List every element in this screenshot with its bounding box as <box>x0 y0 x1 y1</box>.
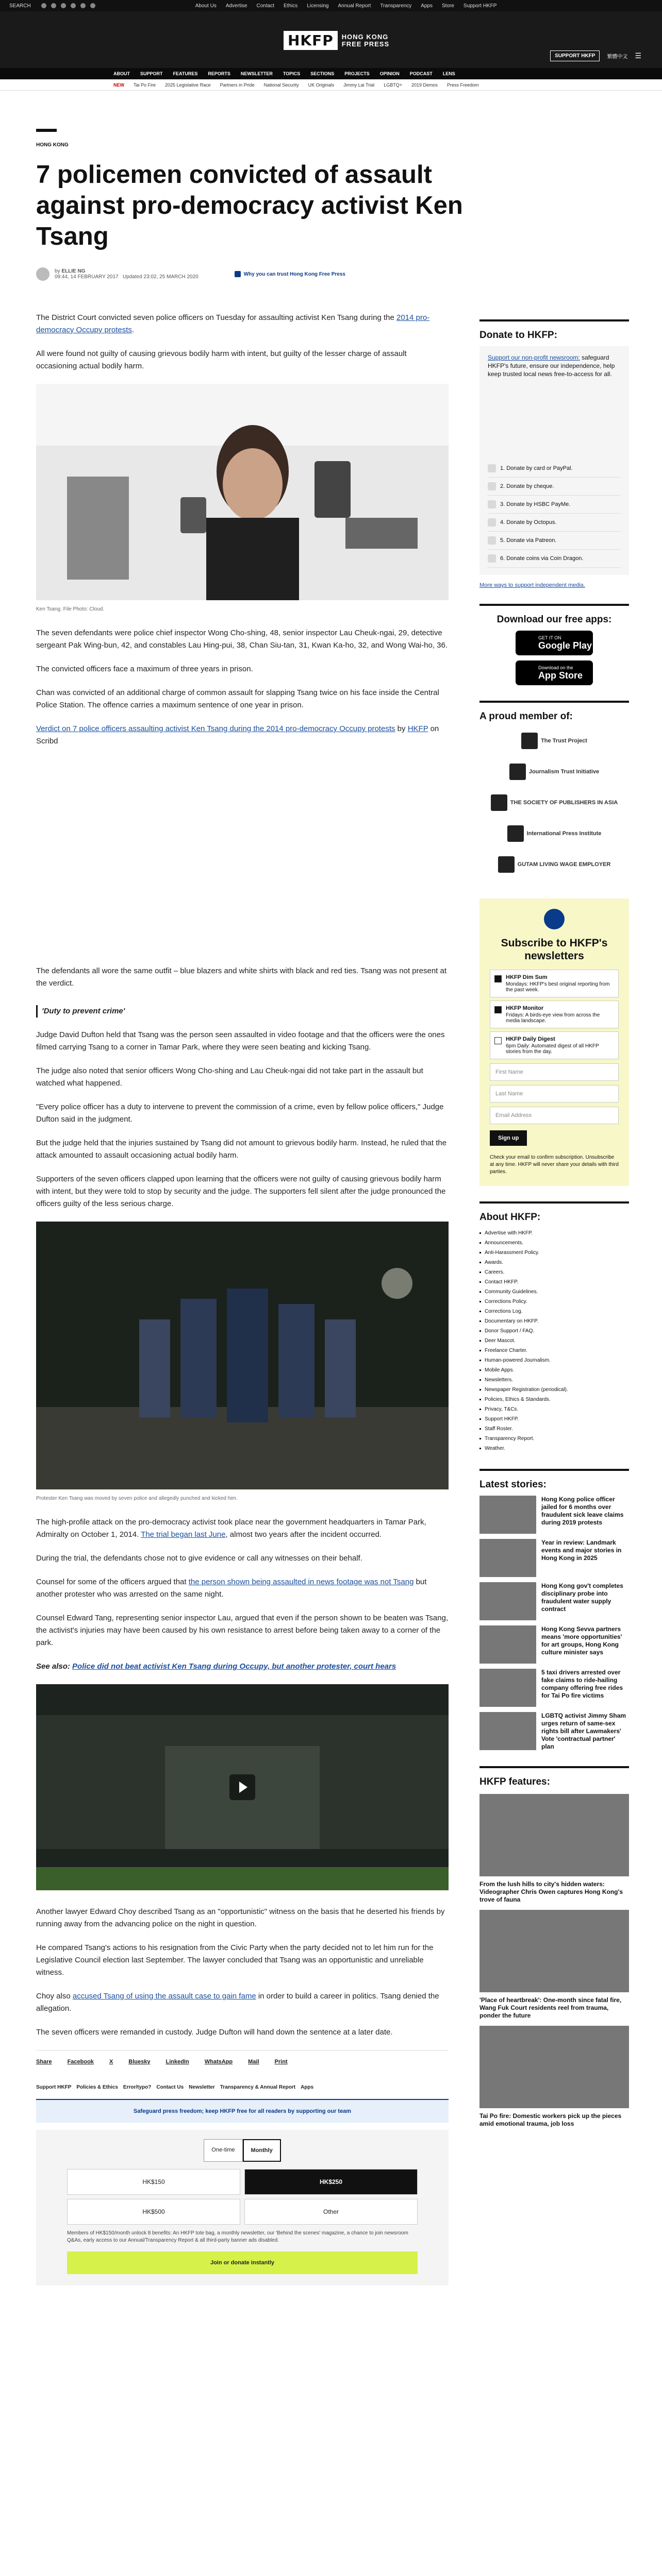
method-label: 3. Donate by HSBC PayMe. <box>500 501 571 507</box>
see-also-link[interactable]: Police did not beat activist Ken Tsang during Occupy, but another protester, court hears <box>72 1662 396 1671</box>
story-title: LGBTQ activist Jimmy Sham urges return of same-sex rights bill after Lawmakers' Vote 'contractual partner' plan <box>541 1712 626 1750</box>
first-name-input[interactable]: First Name <box>490 1063 619 1081</box>
about-link[interactable]: Corrections Policy. <box>479 1297 629 1307</box>
feature-story[interactable] <box>479 1910 629 2020</box>
share-link[interactable]: Facebook <box>67 2059 94 2065</box>
utility-link[interactable]: Contact <box>256 3 274 9</box>
text: Download on the <box>538 665 573 670</box>
latest-story[interactable] <box>479 1539 629 1577</box>
feature-story[interactable] <box>479 2026 629 2128</box>
share-link[interactable]: Bluesky <box>128 2059 151 2065</box>
social-icons <box>41 3 95 8</box>
amount-option[interactable]: Other <box>244 2199 418 2225</box>
paragraph <box>36 1516 449 1541</box>
trust-label: Why you can trust Hong Kong Free Press <box>243 271 345 277</box>
menu-icon[interactable]: ☰ <box>635 52 641 60</box>
newsletter-text <box>506 974 614 993</box>
hot-topic[interactable]: 2019 Demos <box>411 82 438 88</box>
article-title: 7 policemen convicted of assault against pro-democracy activist Ken Tsang <box>36 161 463 250</box>
about-link[interactable]: Contact HKFP. <box>479 1277 629 1287</box>
latest-story[interactable] <box>479 1625 629 1664</box>
hot-topic[interactable]: Press Freedom <box>446 82 479 88</box>
footer-link[interactable]: Newsletter <box>189 2084 215 2090</box>
newsletter-note: Check your email to confirm subscription. Unsubscribe at any time. HKFP will never share your details with third parties. <box>490 1155 619 1175</box>
latest-stories <box>479 1496 629 1751</box>
new-badge: NEW <box>113 82 124 88</box>
about-link[interactable]: Documentary on HKFP. <box>479 1316 629 1326</box>
donation-banner: Safeguard press freedom; keep HKFP free for all readers by supporting our team <box>36 2099 449 2123</box>
newsletter-option[interactable] <box>490 1031 619 1059</box>
donate-heading: Donate to HKFP: <box>479 319 629 341</box>
paragraph: Counsel Edward Tang, representing senior inspector Lau, argued that even if the person shown to be beaten was Tsang, the activist's injuries may have been caused by his own resistance to arrest before being taken away to a corner of the park. <box>36 1614 449 1647</box>
google-play-button[interactable] <box>516 631 593 655</box>
one-time-option[interactable]: One-time <box>204 2139 242 2162</box>
photo-caption: Protester Ken Tsang was moved by seven police and allegedly punched and kicked him. <box>36 1496 238 1501</box>
paragraph: Chan was convicted of an additional charge of common assault for slapping Tsang twice on his face inside the Central Police Station. The offence carries a maximum sentence of one year in prison. <box>36 688 439 709</box>
newsletter-name: HKFP Dim Sum <box>506 974 548 980</box>
nav-item[interactable]: LENS <box>442 71 455 76</box>
newsletter-option[interactable] <box>490 1001 619 1028</box>
paragraph: "Every police officer has a duty to intervene to prevent the commission of a crime, even by fellow police officers," Judge Dufton said in the judgment. <box>36 1103 444 1124</box>
text: but another protester who was arrested on the same night. <box>36 1578 427 1599</box>
latest-story[interactable] <box>479 1669 629 1707</box>
checkbox[interactable] <box>494 1006 502 1013</box>
frequency-toggle <box>36 2139 449 2162</box>
utility-link[interactable]: Licensing <box>307 3 329 9</box>
footer-link[interactable]: Error/typo? <box>123 2084 152 2090</box>
member-name: THE SOCIETY OF PUBLISHERS IN ASIA <box>510 800 618 806</box>
method-label: 5. Donate via Patreon. <box>500 537 557 544</box>
share-link[interactable]: LinkedIn <box>166 2059 189 2065</box>
logo-line1: HONG KONG <box>341 32 389 41</box>
paragraph: The defendants all wore the same outfit – blue blazers and white shirts with black and red ties. Tsang was not present at the verdict. <box>36 967 447 988</box>
about-link[interactable]: Donor Support / FAQ. <box>479 1326 629 1336</box>
hot-topic[interactable]: Jimmy Lai Trial <box>343 82 375 88</box>
feature-title: From the lush hills to city's hidden waters: Videographer Chris Owen captures Hong Kong's trove of fauna <box>479 1880 623 1903</box>
text: by <box>395 724 408 733</box>
utility-link[interactable]: Advertise <box>225 3 247 9</box>
newsletter-desc: Mondays: HKFP's best original reporting from the past week. <box>506 981 610 993</box>
feature-stories <box>479 1794 629 2128</box>
member-logo[interactable] <box>498 856 611 873</box>
about-link[interactable]: Advertise with HKFP. <box>479 1228 629 1238</box>
nav-item[interactable]: SECTIONS <box>310 71 335 76</box>
text: The District Court convicted seven police officers on Tuesday for assaulting activist Ken Tsang during the <box>36 313 396 322</box>
occupy-link[interactable]: 2014 pro-democracy Occupy protests <box>36 313 430 334</box>
about-link[interactable]: Newspaper Registration (periodical). <box>479 1385 629 1395</box>
utility-link[interactable]: Transparency <box>380 3 412 9</box>
see-also <box>36 1660 449 1673</box>
paragraph: The convicted officers face a maximum of three years in prison. <box>36 665 253 673</box>
story-thumbnail <box>479 1712 536 1750</box>
paragraph: But the judge held that the injuries sustained by Tsang did not amount to grievous bodily harm. Instead, he ruled that the attack amounted to assault occasioning actual bodily harm. <box>36 1139 447 1160</box>
member-name: The Trust Project <box>541 738 587 744</box>
share-link[interactable]: Mail <box>248 2059 259 2065</box>
story-thumbnail <box>479 1582 536 1620</box>
payment-icon <box>488 464 496 472</box>
payment-icon <box>488 482 496 490</box>
hot-topic[interactable]: Tai Po Fire <box>134 82 156 88</box>
utility-link[interactable]: Annual Report <box>338 3 371 9</box>
donate-panel <box>479 346 629 575</box>
apps-heading: Download our free apps: <box>479 604 629 625</box>
paragraph <box>36 1576 449 1601</box>
article-meta <box>36 267 629 281</box>
footer-link[interactable]: Apps <box>301 2084 314 2090</box>
newsletter-desc: 6pm Daily: Automated digest of all HKFP stories from the day. <box>506 1043 599 1055</box>
support-link[interactable]: Support our non-profit newsroom: <box>488 354 580 361</box>
photo-ken-tsang <box>36 384 449 600</box>
newsletter-title: Subscribe to HKFP's newsletters <box>501 937 608 962</box>
rss-icon[interactable] <box>90 3 95 8</box>
instagram-icon[interactable] <box>61 3 66 8</box>
amount-option[interactable]: HK$250 <box>244 2169 418 2195</box>
payment-icon <box>488 554 496 563</box>
about-link[interactable]: Staff Roster. <box>479 1424 629 1434</box>
signup-button[interactable]: Sign up <box>490 1130 527 1146</box>
member-logo-icon <box>491 794 507 811</box>
scribd-embed-area <box>36 759 449 965</box>
facebook-icon[interactable] <box>41 3 46 8</box>
paragraph <box>36 312 449 336</box>
donate-methods <box>488 460 621 568</box>
trust-link[interactable] <box>235 271 345 277</box>
about-link[interactable]: Newsletters. <box>479 1375 629 1385</box>
about-link[interactable]: Community Guidelines. <box>479 1287 629 1297</box>
hot-topic[interactable]: 2025 Legislative Race <box>165 82 211 88</box>
story-title: 5 taxi drivers arrested over fake claims to ride-hailing company offering free rides for Tai Po fire victims <box>541 1669 623 1699</box>
newsletter-icon <box>544 909 565 929</box>
utility-link[interactable]: Ethics <box>283 3 298 9</box>
story-thumbnail <box>479 1669 536 1707</box>
member-name: GUTAM LIVING WAGE EMPLOYER <box>517 861 611 868</box>
publish-date: 09:44, 14 FEBRUARY 2017 <box>55 274 119 280</box>
payment-icon <box>488 500 496 509</box>
feature-image <box>479 2026 629 2108</box>
top-utility-bar <box>0 0 662 11</box>
feature-story[interactable] <box>479 1794 629 1904</box>
linkedin-icon[interactable] <box>80 3 86 8</box>
latest-story[interactable] <box>479 1712 629 1751</box>
language-switch[interactable]: 繁體中文 <box>607 54 628 60</box>
article-body <box>36 312 449 2285</box>
member-name: International Press Institute <box>526 831 602 837</box>
utility-links <box>195 3 497 9</box>
last-name-input[interactable]: Last Name <box>490 1085 619 1103</box>
paragraph: During the trial, the defendants chose not to give evidence or call any witnesses on their behalf. <box>36 1554 362 1563</box>
share-link[interactable]: X <box>109 2059 113 2065</box>
play-icon[interactable] <box>229 1774 255 1800</box>
text: Google Play <box>538 640 592 651</box>
photo-caption: Ken Tsang. File Photo: Cloud. <box>36 606 105 612</box>
member-name: Journalism Trust Initiative <box>528 769 600 775</box>
amount-option[interactable]: HK$500 <box>67 2199 240 2225</box>
scribd-embed <box>36 723 449 748</box>
nav-item[interactable]: PODCAST <box>409 71 433 76</box>
scribd-doc-link[interactable]: Verdict on 7 police officers assaulting activist Ken Tsang during the 2014 pro-democracy Occupy protests <box>36 724 395 733</box>
donate-intro <box>488 353 621 378</box>
story-title: Year in review: Landmark events and major stories in Hong Kong in 2025 <box>541 1539 622 1562</box>
story-thumbnail <box>479 1625 536 1664</box>
about-link[interactable]: Careers. <box>479 1267 629 1277</box>
search-link[interactable]: SEARCH <box>9 3 31 9</box>
about-link[interactable]: Transparency Report. <box>479 1434 629 1444</box>
text: The high-profile attack on the pro-democracy activist took place near the government headquarters in Tamar Park, Admiralty on October 1, 2014. <box>36 1518 426 1539</box>
text: Choy also <box>36 1992 73 2001</box>
member-heading: A proud member of: <box>479 701 629 722</box>
photo-police-carry <box>36 1222 449 1489</box>
latest-story[interactable] <box>479 1496 629 1534</box>
about-link[interactable]: Announcements. <box>479 1238 629 1248</box>
sidebar <box>479 319 629 2134</box>
newsletter-text <box>506 1036 614 1055</box>
donate-method[interactable] <box>488 532 621 550</box>
member-logo-icon <box>521 733 538 749</box>
member-logo-icon <box>509 764 526 780</box>
newsletter-box <box>479 899 629 1186</box>
donate-method[interactable] <box>488 550 621 568</box>
author-name[interactable]: ELLIE NG <box>61 268 86 274</box>
latest-story[interactable] <box>479 1582 629 1620</box>
more-ways-link[interactable]: More ways to support independent media. <box>479 582 585 588</box>
about-link[interactable]: Corrections Log. <box>479 1307 629 1316</box>
photo-illustration <box>36 1222 449 1489</box>
hot-topics-bar <box>0 79 662 91</box>
paragraph: Judge David Dufton held that Tsang was the person seen assaulted in video footage and that the officers were the ones filmed carrying Tsang to a corner in Tamar Park, where they were seen beating and kicking Tsang. <box>36 1030 445 1052</box>
nav-item[interactable]: PROJECTS <box>344 71 370 76</box>
paragraph: He compared Tsang's actions to his resignation from the Civic Party when the party decided not to let him run for the Legislative Council election last September. The lawyer concluded that Tsang was an opportunistic and unreliable witness. <box>36 1943 434 1977</box>
scribd-hkfp-link[interactable]: HKFP <box>407 724 428 733</box>
utility-link[interactable]: About Us <box>195 3 217 9</box>
share-link[interactable]: Print <box>274 2059 288 2065</box>
member-logo[interactable] <box>491 794 618 811</box>
text: , almost two years after the incident occurred. <box>225 1530 382 1539</box>
donate-method[interactable] <box>488 496 621 514</box>
story-title: Hong Kong gov't completes disciplinary probe into fraudulent water supply contract <box>541 1582 623 1613</box>
site-logo[interactable] <box>284 31 389 50</box>
share-label: Share <box>36 2059 52 2065</box>
author-avatar <box>36 267 49 281</box>
share-link[interactable]: WhatsApp <box>204 2059 233 2065</box>
about-link[interactable]: Weather. <box>479 1444 629 1453</box>
newsletter-name: HKFP Monitor <box>506 1005 544 1011</box>
hot-topic[interactable]: National Security <box>263 82 299 88</box>
title-rule <box>36 129 57 132</box>
payment-icon <box>488 536 496 545</box>
text: on Scribd <box>36 724 439 745</box>
member-logo-icon <box>498 856 515 873</box>
app-store-button[interactable] <box>516 660 593 685</box>
hot-topic[interactable]: Partners in Pride <box>220 82 255 88</box>
checkbox[interactable] <box>494 975 502 982</box>
paragraph: The seven officers were remanded in custody. Judge Dufton will hand down the sentence at a later date. <box>36 2028 393 2037</box>
about-link[interactable]: Freelance Charter. <box>479 1346 629 1355</box>
story-title: Hong Kong police officer jailed for 6 months over fraudulent sick leave claims during 2019 protests <box>541 1496 624 1526</box>
x-icon[interactable] <box>51 3 56 8</box>
about-list <box>479 1228 629 1453</box>
photo-illustration <box>36 384 449 600</box>
nav-item[interactable]: OPINION <box>379 71 400 76</box>
donate-spacer <box>488 382 621 460</box>
feature-image <box>479 1910 629 1992</box>
story-thumbnail <box>479 1496 536 1534</box>
about-link[interactable]: Policies, Ethics & Standards. <box>479 1395 629 1404</box>
subheading: 'Duty to prevent crime' <box>36 1005 449 1018</box>
site-header <box>0 11 662 68</box>
paragraph: The seven defendants were police chief inspector Wong Cho-shing, 48, senior inspector Lau Cheuk-ngai, 29, detective sergeant Pak Wing-bun, 42, and constables Lau Hing-pui, 38, Chan Siu-tan, 31, Kwan Ka-ho, 32, and Wong Wai-ho, 36. <box>36 629 448 650</box>
method-label: 2. Donate by cheque. <box>500 483 554 489</box>
utility-link[interactable]: Support HKFP <box>463 3 497 9</box>
about-link[interactable]: Deer Mascot. <box>479 1336 629 1346</box>
donation-widget <box>36 2130 449 2285</box>
member-logos <box>479 733 629 873</box>
article-kicker[interactable]: HONG KONG <box>36 142 69 148</box>
newsletter-text <box>506 1005 614 1024</box>
footage-link[interactable]: the person shown being assaulted in news footage was not Tsang <box>188 1578 414 1586</box>
member-logo[interactable] <box>509 764 599 780</box>
paragraph <box>36 1990 449 2015</box>
newsletter-desc: Fridays: A birds-eye view from across the media landscape. <box>506 1012 600 1024</box>
feature-image <box>479 1794 629 1876</box>
text: safeguard HKFP's future, ensure our independence, help keep trusted local news free-to-access for all. <box>488 354 615 378</box>
method-label: 6. Donate coins via Coin Dragon. <box>500 555 584 562</box>
text: Counsel for some of the officers argued that <box>36 1578 189 1586</box>
fame-link[interactable]: accused Tsang of using the assault case to gain fame <box>72 1992 256 2001</box>
donate-method[interactable] <box>488 514 621 532</box>
about-link[interactable]: Support HKFP. <box>479 1414 629 1424</box>
footer-link[interactable]: Policies & Ethics <box>76 2084 118 2090</box>
nav-item[interactable]: SUPPORT <box>140 71 163 76</box>
about-link[interactable]: Anti-Harassment Policy. <box>479 1248 629 1258</box>
nav-item[interactable]: TOPICS <box>283 71 301 76</box>
monthly-option[interactable]: Monthly <box>243 2139 281 2162</box>
by-label: by <box>55 268 60 274</box>
feature-title: 'Place of heartbreak': One-month since fatal fire, Wang Fuk Court residents reel from trauma, ponder the future <box>479 1996 622 2019</box>
story-title: Hong Kong Sevva partners means 'more opportunities' for art groups, Hong Kong culture minister says <box>541 1625 622 1656</box>
see-also-label: See also: <box>36 1662 73 1671</box>
trust-icon <box>235 271 241 277</box>
nav-item[interactable]: FEATURES <box>173 71 198 76</box>
trial-link[interactable]: The trial began last June <box>141 1530 226 1539</box>
donate-method[interactable] <box>488 460 621 478</box>
utility-link[interactable]: Store <box>442 3 454 9</box>
paragraph: All were found not guilty of causing grievous bodily harm with intent, but guilty of the lesser charge of assault occasioning actual bodily harm. <box>36 349 407 370</box>
member-logo[interactable] <box>521 733 587 749</box>
newsletter-option[interactable] <box>490 970 619 997</box>
updated-date: Updated 23:02, 25 MARCH 2020 <box>122 274 198 280</box>
video-embed[interactable] <box>36 1684 449 1890</box>
nav-item[interactable]: ABOUT <box>113 71 130 76</box>
paragraph: The judge also noted that senior officers Wong Cho-shing and Lau Cheuk-ngai did not take part in the assault but watched what happened. <box>36 1066 423 1088</box>
amount-option[interactable]: HK$150 <box>67 2169 240 2195</box>
member-logo[interactable] <box>507 825 602 842</box>
paragraph: Supporters of the seven officers clapped upon learning that the officers were not guilty of causing grievous bodily harm with intent, but they were told to stop by security and the judge. The supporters fell silent after the judge pronounced the officers guilty of the less serious charge. <box>36 1175 446 1208</box>
checkbox[interactable] <box>494 1037 502 1044</box>
feature-title: Tai Po fire: Domestic workers pick up the pieces amid emotional trauma, job loss <box>479 2112 622 2127</box>
text: App Store <box>538 670 583 681</box>
newsletter-name: HKFP Daily Digest <box>506 1036 555 1042</box>
text: GET IT ON <box>538 635 561 640</box>
hot-topic[interactable]: LGBTQ+ <box>384 82 402 88</box>
features-heading: HKFP features: <box>479 1766 629 1788</box>
about-link[interactable]: Awards. <box>479 1258 629 1267</box>
footer-link[interactable]: Transparency & Annual Report <box>220 2084 296 2090</box>
about-link[interactable]: Mobile Apps. <box>479 1365 629 1375</box>
member-logo-icon <box>507 825 524 842</box>
footer-links <box>36 2081 449 2094</box>
about-link[interactable]: Privacy, T&Cs. <box>479 1404 629 1414</box>
join-button[interactable]: Join or donate instantly <box>67 2251 418 2274</box>
paragraph: Another lawyer Edward Choy described Tsang as an "opportunistic" witness on the basis that he deserted his friends by running away from the advancing police on the night in question. <box>36 1907 445 1928</box>
story-thumbnail <box>479 1539 536 1577</box>
text: in order to build a career in politics. Tsang denied the allegation. <box>36 1992 439 2013</box>
hot-topic[interactable]: UK Originals <box>308 82 335 88</box>
nav-item[interactable]: NEWSLETTER <box>240 71 273 76</box>
logo-mark: HKFP <box>284 31 338 50</box>
latest-heading: Latest stories: <box>479 1469 629 1490</box>
logo-line2: FREE PRESS <box>341 40 390 48</box>
support-hkfp-button[interactable]: SUPPORT HKFP <box>550 50 600 61</box>
method-label: 1. Donate by card or PayPal. <box>500 465 573 471</box>
utility-link[interactable]: Apps <box>421 3 433 9</box>
footer-link[interactable]: Contact Us <box>156 2084 184 2090</box>
email-input[interactable]: Email Address <box>490 1107 619 1124</box>
footer-link[interactable]: Support HKFP <box>36 2084 72 2090</box>
text: . <box>131 326 135 334</box>
donation-note: Members of HK$150/month unlock 8 benefits: An HKFP tote bag, a monthly newsletter, our 'Behind the scenes' magazine, a chance to join newsroom Q&As, early access to our Annual/Transparency Report & all third-party banner ads disabled. <box>67 2230 408 2243</box>
share-bar <box>36 2050 449 2073</box>
nav-item[interactable]: REPORTS <box>208 71 230 76</box>
article-wrap <box>36 129 629 2266</box>
payment-icon <box>488 518 496 527</box>
amount-options <box>36 2169 449 2225</box>
donate-method[interactable] <box>488 478 621 496</box>
youtube-icon[interactable] <box>71 3 76 8</box>
about-link[interactable]: Human-powered Journalism. <box>479 1355 629 1365</box>
newsletter-options <box>490 970 619 1059</box>
method-label: 4. Donate by Octopus. <box>500 519 557 526</box>
about-heading: About HKFP: <box>479 1201 629 1223</box>
main-nav <box>0 68 662 79</box>
